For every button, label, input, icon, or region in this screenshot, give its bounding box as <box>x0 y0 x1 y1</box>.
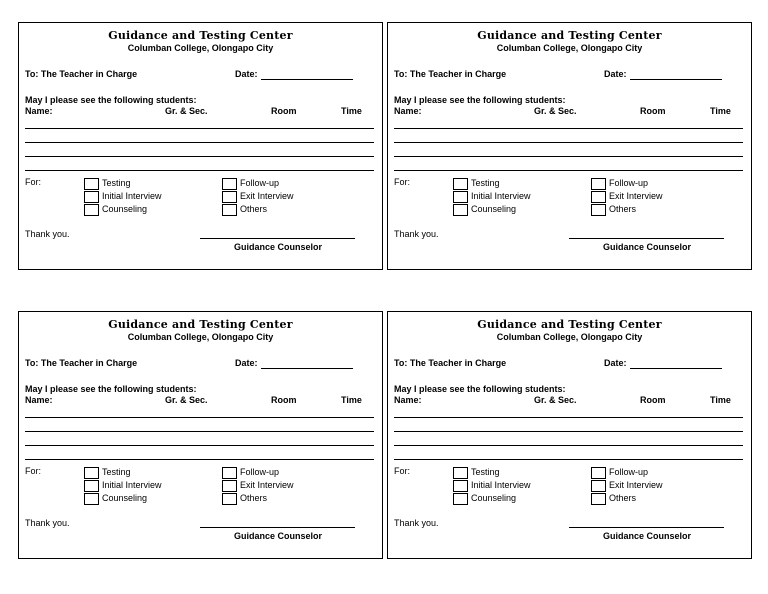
checkbox-others[interactable] <box>222 493 237 505</box>
referral-slip <box>387 311 752 559</box>
checkbox-counseling[interactable] <box>84 204 99 216</box>
date-label: Date: <box>604 69 627 79</box>
request-text: May I please see the following students: <box>25 384 197 394</box>
student-entry-line[interactable] <box>394 156 743 157</box>
column-name: Name: <box>25 106 53 116</box>
checkbox-initial-interview[interactable] <box>453 480 468 492</box>
purpose-counseling: Counseling <box>471 493 517 503</box>
slip-subtitle: Columban College, Olongapo City <box>127 43 274 53</box>
request-text: May I please see the following students: <box>394 95 566 105</box>
for-label: For: <box>394 466 411 476</box>
signature-line[interactable] <box>569 238 724 239</box>
column-room: Room <box>271 106 297 116</box>
for-label: For: <box>394 177 411 187</box>
checkbox-exit-interview[interactable] <box>591 191 606 203</box>
purpose-others: Others <box>240 204 268 214</box>
purpose-counseling: Counseling <box>471 204 517 214</box>
date-field[interactable] <box>630 368 722 369</box>
purpose-exit-interview: Exit Interview <box>609 191 663 201</box>
thank-you-text: Thank you. <box>25 229 70 239</box>
column-name: Name: <box>394 395 422 405</box>
student-entry-line[interactable] <box>25 156 374 157</box>
checkbox-counseling[interactable] <box>84 493 99 505</box>
date-label: Date: <box>604 358 627 368</box>
to-teacher-label: To: The Teacher in Charge <box>394 69 507 79</box>
student-entry-line[interactable] <box>394 417 743 418</box>
request-text: May I please see the following students: <box>25 95 197 105</box>
purpose-testing: Testing <box>471 467 500 477</box>
signatory-label: Guidance Counselor <box>234 242 323 252</box>
student-entry-line[interactable] <box>25 445 374 446</box>
purpose-counseling: Counseling <box>102 493 148 503</box>
to-teacher-label: To: The Teacher in Charge <box>25 69 138 79</box>
request-text: May I please see the following students: <box>394 384 566 394</box>
checkbox-counseling[interactable] <box>453 493 468 505</box>
slip-title: Guidance and Testing Center <box>477 29 662 42</box>
signature-line[interactable] <box>200 527 355 528</box>
purpose-follow-up: Follow-up <box>609 467 649 477</box>
checkbox-follow-up[interactable] <box>222 178 237 190</box>
checkbox-initial-interview[interactable] <box>84 191 99 203</box>
checkbox-follow-up[interactable] <box>591 178 606 190</box>
column-room: Room <box>271 395 297 405</box>
purpose-counseling: Counseling <box>102 204 148 214</box>
purpose-follow-up: Follow-up <box>240 178 280 188</box>
checkbox-others[interactable] <box>591 204 606 216</box>
column-name: Name: <box>25 395 53 405</box>
student-entry-line[interactable] <box>25 142 374 143</box>
purpose-others: Others <box>609 493 637 503</box>
student-entry-line[interactable] <box>25 431 374 432</box>
checkbox-exit-interview[interactable] <box>591 480 606 492</box>
column-grade-section: Gr. & Sec. <box>165 395 208 405</box>
thank-you-text: Thank you. <box>394 229 439 239</box>
column-grade-section: Gr. & Sec. <box>534 106 577 116</box>
student-entry-line[interactable] <box>25 459 374 460</box>
checkbox-testing[interactable] <box>84 467 99 479</box>
slip-subtitle: Columban College, Olongapo City <box>496 43 643 53</box>
student-entry-line[interactable] <box>25 128 374 129</box>
signatory-label: Guidance Counselor <box>234 531 323 541</box>
referral-slip <box>18 311 383 559</box>
column-grade-section: Gr. & Sec. <box>165 106 208 116</box>
thank-you-text: Thank you. <box>394 518 439 528</box>
student-entry-line[interactable] <box>394 142 743 143</box>
date-label: Date: <box>235 358 258 368</box>
checkbox-initial-interview[interactable] <box>453 191 468 203</box>
signatory-label: Guidance Counselor <box>603 531 692 541</box>
signature-line[interactable] <box>569 527 724 528</box>
checkbox-exit-interview[interactable] <box>222 191 237 203</box>
checkbox-follow-up[interactable] <box>222 467 237 479</box>
column-room: Room <box>640 106 666 116</box>
column-time: Time <box>710 395 731 405</box>
purpose-follow-up: Follow-up <box>240 467 280 477</box>
checkbox-follow-up[interactable] <box>591 467 606 479</box>
slip-subtitle: Columban College, Olongapo City <box>127 332 274 342</box>
purpose-initial-interview: Initial Interview <box>102 480 162 490</box>
for-label: For: <box>25 466 42 476</box>
referral-slip <box>387 22 752 270</box>
checkbox-counseling[interactable] <box>453 204 468 216</box>
checkbox-testing[interactable] <box>453 178 468 190</box>
column-name: Name: <box>394 106 422 116</box>
student-entry-line[interactable] <box>25 170 374 171</box>
date-label: Date: <box>235 69 258 79</box>
date-field[interactable] <box>630 79 722 80</box>
purpose-initial-interview: Initial Interview <box>471 480 531 490</box>
purpose-initial-interview: Initial Interview <box>471 191 531 201</box>
checkbox-others[interactable] <box>222 204 237 216</box>
checkbox-initial-interview[interactable] <box>84 480 99 492</box>
for-label: For: <box>25 177 42 187</box>
purpose-exit-interview: Exit Interview <box>240 480 294 490</box>
slip-subtitle: Columban College, Olongapo City <box>496 332 643 342</box>
student-entry-line[interactable] <box>394 459 743 460</box>
column-time: Time <box>341 106 362 116</box>
checkbox-others[interactable] <box>591 493 606 505</box>
thank-you-text: Thank you. <box>25 518 70 528</box>
checkbox-testing[interactable] <box>84 178 99 190</box>
student-entry-line[interactable] <box>394 128 743 129</box>
student-entry-line[interactable] <box>394 170 743 171</box>
student-entry-line[interactable] <box>394 445 743 446</box>
slip-title: Guidance and Testing Center <box>108 318 293 331</box>
column-time: Time <box>341 395 362 405</box>
checkbox-testing[interactable] <box>453 467 468 479</box>
student-entry-line[interactable] <box>394 431 743 432</box>
date-field[interactable] <box>261 368 353 369</box>
checkbox-exit-interview[interactable] <box>222 480 237 492</box>
column-grade-section: Gr. & Sec. <box>534 395 577 405</box>
purpose-follow-up: Follow-up <box>609 178 649 188</box>
signatory-label: Guidance Counselor <box>603 242 692 252</box>
purpose-testing: Testing <box>471 178 500 188</box>
purpose-others: Others <box>609 204 637 214</box>
column-room: Room <box>640 395 666 405</box>
purpose-others: Others <box>240 493 268 503</box>
purpose-testing: Testing <box>102 467 131 477</box>
purpose-exit-interview: Exit Interview <box>609 480 663 490</box>
column-time: Time <box>710 106 731 116</box>
signature-line[interactable] <box>200 238 355 239</box>
to-teacher-label: To: The Teacher in Charge <box>25 358 138 368</box>
purpose-initial-interview: Initial Interview <box>102 191 162 201</box>
slip-title: Guidance and Testing Center <box>477 318 662 331</box>
slip-title: Guidance and Testing Center <box>108 29 293 42</box>
purpose-exit-interview: Exit Interview <box>240 191 294 201</box>
purpose-testing: Testing <box>102 178 131 188</box>
to-teacher-label: To: The Teacher in Charge <box>394 358 507 368</box>
referral-slip <box>18 22 383 270</box>
student-entry-line[interactable] <box>25 417 374 418</box>
date-field[interactable] <box>261 79 353 80</box>
